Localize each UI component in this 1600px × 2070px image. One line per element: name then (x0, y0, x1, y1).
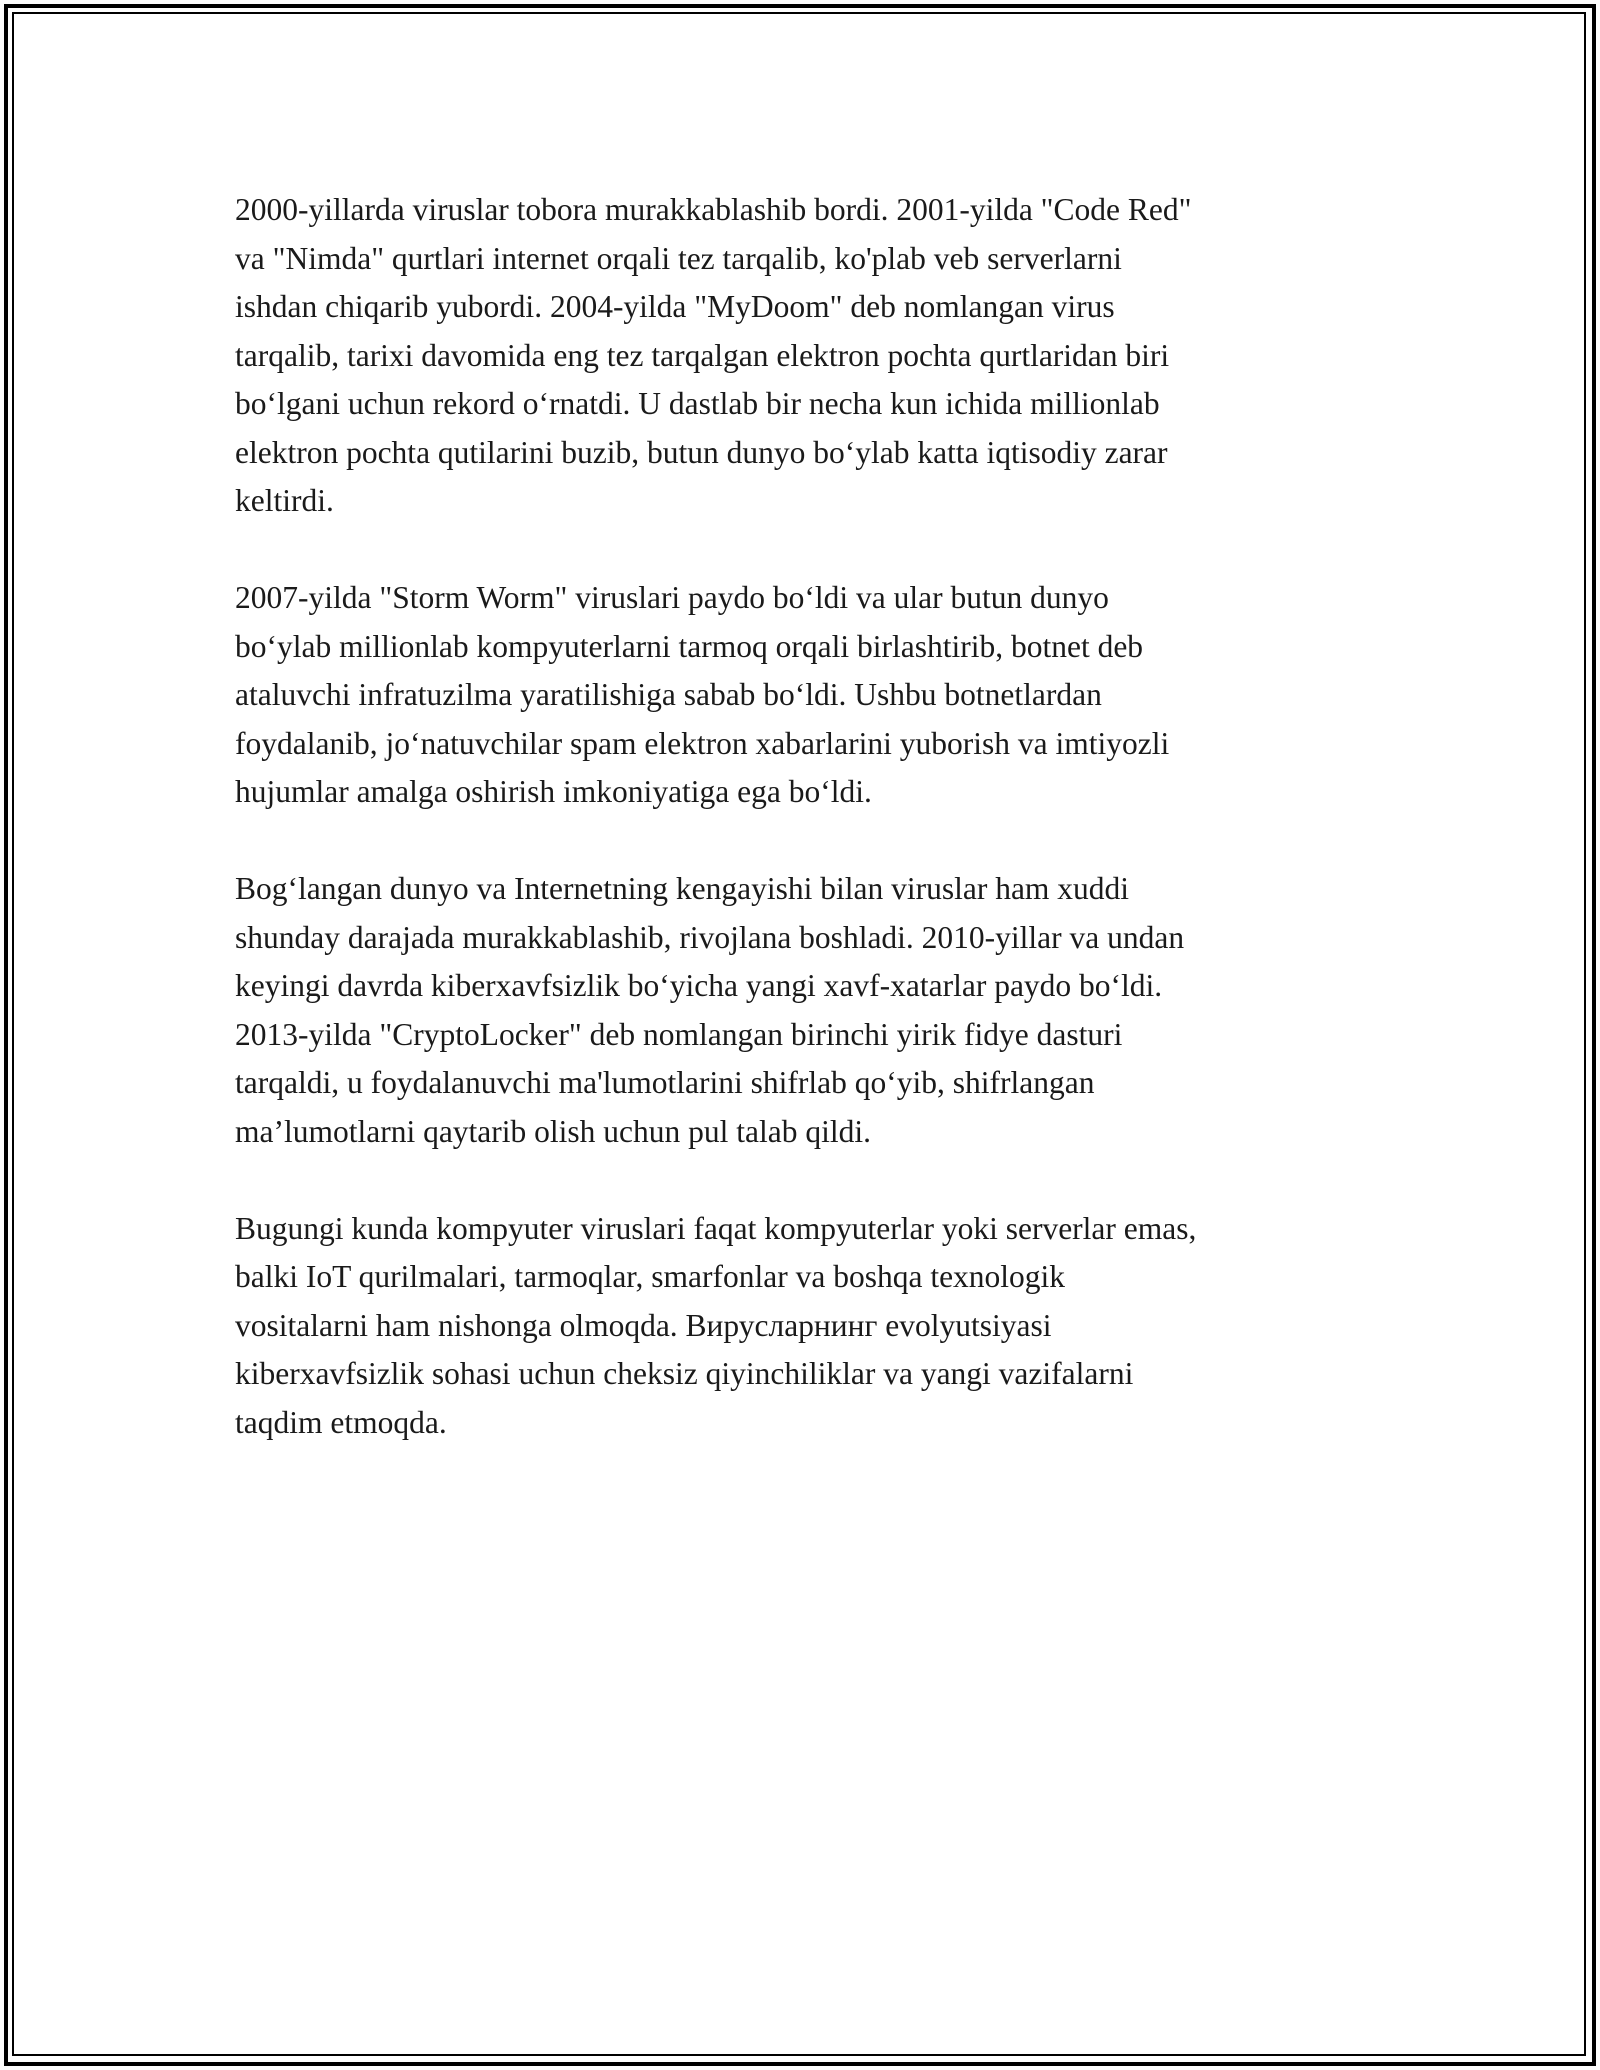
document-body (235, 186, 1365, 1496)
paragraph-3: Bog‘langan dunyo va Internetning kengayishi bilan viruslar ham xuddi shunday darajada murakkablashib, rivojlana boshladi. 2010-yillar va undan keyingi davrda kiberxavfsizlik bo‘yicha yangi xavf-xatarlar paydo bo‘ldi. 2013-yilda "CryptoLocker" deb nomlangan birinchi yirik fidye dasturi tarqaldi, u foydalanuvchi ma'lumotlarini shifrlab qo‘yib, shifrlangan ma’lumotlarni qaytarib olish uchun pul talab qildi. (235, 871, 1185, 1149)
paragraph-1: 2000-yillarda viruslar tobora murakkablashib bordi. 2001-yilda "Code Red" va "Nimda" qurtlari internet orqali tez tarqalib, ko'plab veb serverlarni ishdan chiqarib yubordi. 2004-yilda "MyDoom" deb nomlangan virus tarqalib, tarixi davomida eng tez tarqalgan elektron pochta qurtlaridan biri bo‘lgani uchun rekord o‘rnatdi. U dastlab bir necha kun ichida millionlab elektron pochta qutilarini buzib, butun dunyo bo‘ylab katta iqtisodiy zarar keltirdi. (235, 192, 1192, 518)
paragraph-4: Bugungi kunda kompyuter viruslari faqat kompyuterlar yoki serverlar emas, balki IoT qurilmalari, tarmoqlar, smarfonlar va boshqa texnologik vositalarni ham nishonga olmoqda. Вируcларнинг evolyutsiyasi kiberxavfsizlik sohasi uchun cheksiz qiyinchiliklar va yangi vazifalarni taqdim etmoqda. (235, 1210, 1197, 1440)
paragraph-2: 2007-yilda "Storm Worm" viruslari paydo bo‘ldi va ular butun dunyo bo‘ylab millionlab kompyuterlarni tarmoq orqali birlashtirib, botnet deb ataluvchi infratuzilma yaratilishiga sabab bo‘ldi. Ushbu botnetlardan foydalanib, jo‘natuvchilar spam elektron xabarlarini yuborish va imtiyozli hujumlar amalga oshirish imkoniyatiga ega bo‘ldi. (235, 580, 1170, 809)
